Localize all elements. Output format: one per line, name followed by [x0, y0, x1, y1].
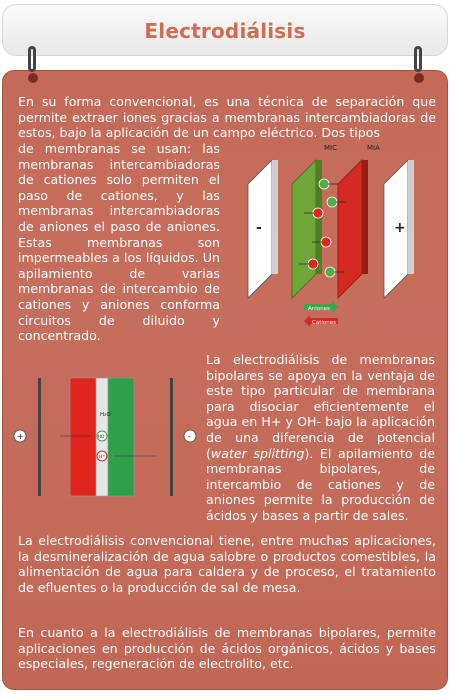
paragraph-membranes: de membranas se usan: las membranas intercambiadoras de cationes solo permiten el paso de cationes, y las membranas intercambiadoras de aniones el paso de aniones. Estas membranas son impermeables a los líquidos. Un apilamiento de varias membranas de intercambio de cationes y aniones conforma circuitos de diluido y concentrado. — [18, 141, 220, 344]
mia-membrane-edge — [362, 160, 368, 274]
binder-hole-left — [28, 73, 38, 83]
paragraph-bipolar-applications: En cuanto a la electrodiálisis de membranas bipolares, permite aplicaciones en producción de ácidos orgánicos, ácidos y bases especiales, regeneración de electrolito, etc. — [18, 625, 436, 672]
anion-marker — [327, 197, 337, 207]
anion-marker — [319, 179, 329, 189]
page-title: Electrodiálisis — [144, 19, 306, 43]
binder-ring-right — [414, 46, 422, 72]
water-label: H₂O — [100, 412, 111, 418]
binder-ring-left — [28, 46, 36, 72]
plus-sign: + — [394, 220, 406, 236]
water-splitting-term: water splitting — [210, 445, 305, 461]
mic-membrane — [292, 160, 316, 298]
base-compartment — [108, 378, 134, 496]
binder-hole-right — [414, 73, 424, 83]
paragraph-bipolar-end: ). El apilamiento de membranas bipolares, de intercambio de cationes y de aniones permite la producción de ácidos y bases a partir de sales. — [206, 445, 435, 523]
proton-label: H⁺ — [99, 455, 105, 460]
title-card — [2, 4, 448, 56]
anode-sign: + — [17, 432, 24, 441]
mic-label: MIC — [324, 144, 337, 152]
bipolar-membrane-figure — [6, 370, 202, 510]
hydroxide-label: HO⁻ — [97, 435, 107, 440]
right-electrode-edge — [408, 160, 414, 274]
right-electrode — [170, 378, 173, 496]
paragraph-bipolar — [206, 352, 435, 524]
conventional-electrodialysis-figure — [234, 140, 434, 340]
cathode-sign: - — [188, 432, 191, 441]
left-electrode-edge — [272, 160, 278, 274]
cation-marker — [321, 237, 331, 247]
left-electrode — [38, 378, 41, 496]
paragraph-bipolar-start: La electrodiálisis de membranas bipolares se apoya en la ventaja de este tipo particular de membrana para disociar eficientemente el agua en H+ y OH- bajo la aplicación de una diferencia de potencial ( — [206, 352, 435, 461]
anion-legend-label: Aniones — [308, 306, 330, 312]
mia-membrane — [338, 160, 362, 298]
mia-label: MIA — [367, 144, 380, 152]
anion-marker — [325, 267, 335, 277]
paragraph-intro: En su forma convencional, es una técnica de separación que permite extraer iones gracias a membranas intercambiadoras de estos, bajo la aplicación de un campo eléctrico. Dos tipos — [18, 94, 436, 141]
cation-marker — [313, 208, 323, 218]
minus-sign: - — [256, 220, 262, 236]
paragraph-conventional-applications: La electrodiálisis convencional tiene, entre muchas aplicaciones, la desmineralización de agua salobre o productos comestibles, la alimentación de agua para caldera y de proceso, el tratamiento de efluentes o la producción de sal de mesa. — [18, 533, 436, 595]
cation-marker — [308, 259, 318, 269]
cation-legend-label: Cationes — [312, 320, 336, 326]
acid-compartment — [70, 378, 96, 496]
